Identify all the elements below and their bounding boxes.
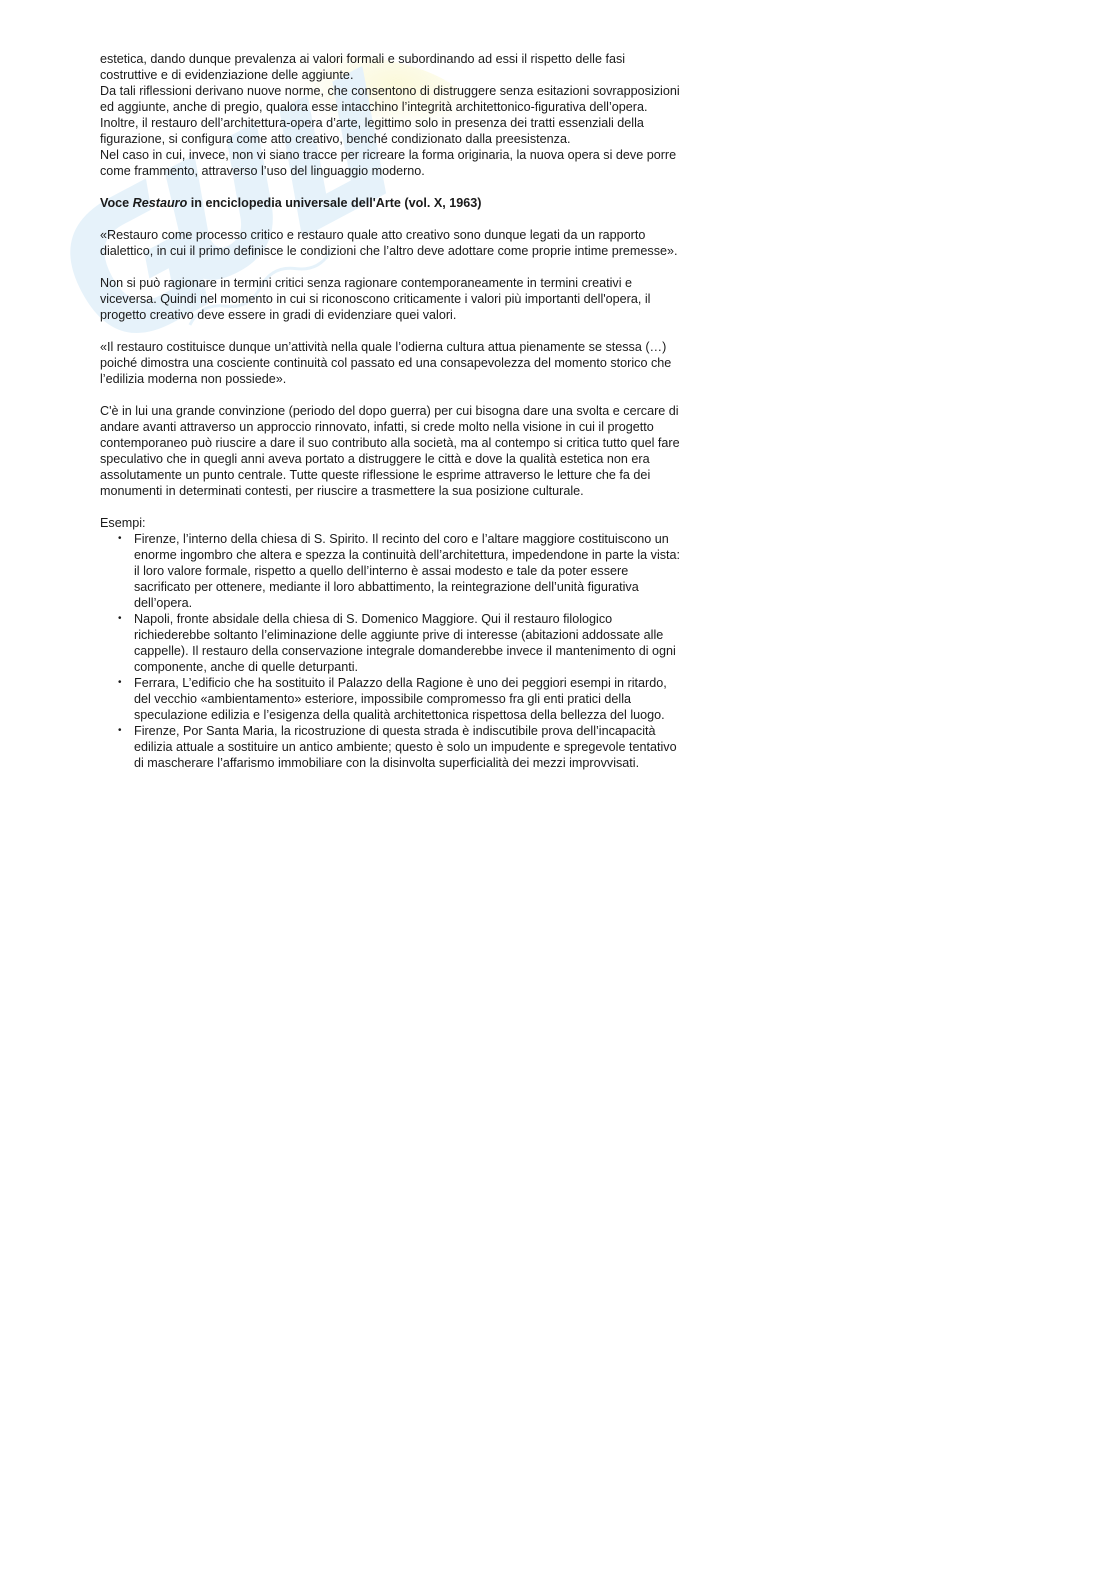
section-heading — [100, 195, 685, 211]
body-paragraph: C'è in lui una grande convinzione (periodo del dopo guerra) per cui bisogna dare una svolta e cercare di andare avanti attraverso un approccio rinnovato, infatti, si crede molto nella visione in cui il progetto contemporaneo può riuscire a dare il suo contributo alla società, ma al contempo si critica tutto quel fare speculativo che in quegli anni aveva portato a distruggere le città e dove la qualità estetica non era assolutamente un punto centrale. Tutte queste riflessione le esprime attraverso le letture che fa dei monumenti in determinati contesti, per riuscire a trasmettere la sua posizione culturale. — [100, 404, 680, 498]
examples-label: Esempi: — [100, 516, 146, 530]
opening-line: estetica, dando dunque prevalenza ai valori formali e subordinando ad essi il rispetto delle fasi costruttive e di evidenziazione delle aggiunte. — [100, 52, 626, 82]
list-item: • Firenze, l’interno della chiesa di S. Spirito. Il recinto del coro e l’altare maggiore costituiscono un enorme ingombro che altera e spezza la continuità dell’architettura, impedendone in parte la vista: il loro valore formale, rispetto a quello dell’interno è assai modesto e tale da poter essere sacrificato per ottenere, mediante il loro abbattimento, la reintegrazione dell’unità figurativa dell’opera. — [134, 531, 685, 611]
document-body — [100, 51, 685, 771]
body-paragraph: Non si può ragionare in termini critici senza ragionare contemporaneamente in termini creativi e viceversa. Quindi nel momento in cui si riconoscono criticamente i valori più importanti dell'opera, il progetto creativo deve essere in gradi di evidenziare quei valori. — [100, 276, 651, 322]
list-item: • Napoli, fronte absidale della chiesa di S. Domenico Maggiore. Qui il restauro filologico richiederebbe soltanto l’eliminazione delle aggiunte prive di interesse (abitazioni addossate alle cappelle). Il restauro della conservazione integrale domanderebbe invece il mantenimento di ogni componente, anche di quelle deturpanti. — [134, 611, 685, 675]
list-item: • Ferrara, L’edificio che ha sostituito il Palazzo della Ragione è uno dei peggiori esempi in ritardo, del vecchio «ambientamento» esteriore, impossibile compromesso fra gli enti pratici della speculazione edilizia e l’esigenza della qualità architettonica rispettosa della bellezza del luogo. — [134, 675, 685, 723]
heading-prefix: Voce — [100, 196, 133, 210]
list-item: • Firenze, Por Santa Maria, la ricostruzione di questa strada è indiscutibile prova dell’incapacità edilizia attuale a sostituire un antico ambiente; questo è solo un impudente e spregevole tentativo di mascherare l’affarismo immobiliare con la disinvolta superficialità dei mezzi improvvisati. — [134, 723, 685, 771]
heading-suffix: in enciclopedia universale dell'Arte (vol. X, 1963) — [187, 196, 482, 210]
opening-line: Da tali riflessioni derivano nuove norme, che consentono di distruggere senza esitazioni sovrapposizioni ed aggiunte, anche di pregio, qualora esse intacchino l’integrità architettonico-figurativa dell’opera. — [100, 84, 680, 114]
opening-paragraph — [100, 51, 685, 179]
quote-paragraph: «Restauro come processo critico e restauro quale atto creativo sono dunque legati da un rapporto dialettico, in cui il primo definisce le condizioni che l’altro deve adottare come proprie intime premesse». — [100, 228, 678, 258]
opening-line: Nel caso in cui, invece, non vi siano tracce per ricreare la forma originaria, la nuova opera si deve porre come frammento, attraverso l’uso del linguaggio moderno. — [100, 148, 677, 178]
examples-list — [100, 531, 685, 771]
quote-paragraph: «Il restauro costituisce dunque un’attività nella quale l’odierna cultura attua pienamente se stessa (…) poiché dimostra una cosciente continuità col passato ed una consapevolezza del momento storico che l’edilizia moderna non possiede». — [100, 340, 672, 386]
heading-italic: Restauro — [132, 196, 188, 210]
opening-line: Inoltre, il restauro dell’architettura-opera d’arte, legittimo solo in presenza dei tratti essenziali della figurazione, si configura come atto creativo, benché condizionato dalla preesistenza. — [100, 116, 644, 146]
